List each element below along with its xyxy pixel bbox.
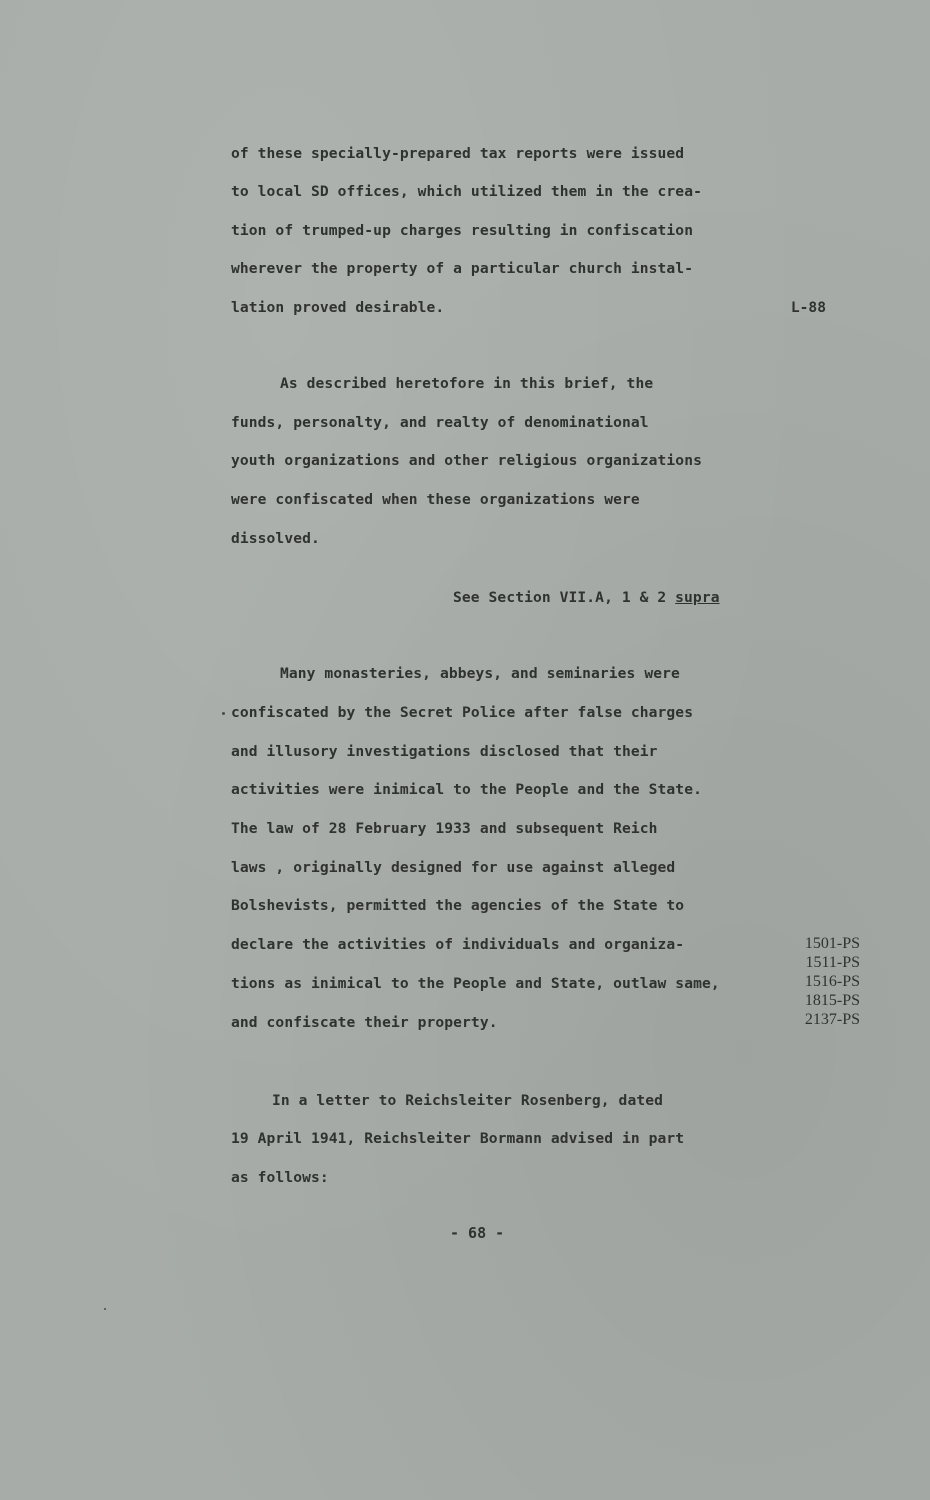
document-reference: 1511-PS (805, 954, 860, 971)
text-line: laws , originally designed for use against alleged (231, 859, 676, 876)
text-line: 19 April 1941, Reichsleiter Bormann advised in part (231, 1130, 685, 1147)
text-line: Many monasteries, abbeys, and seminaries were (280, 665, 680, 682)
text-line: funds, personalty, and realty of denominational (231, 414, 649, 431)
text-line: The law of 28 February 1933 and subsequent Reich (231, 820, 658, 837)
supra-underlined: supra (675, 589, 720, 606)
text-line: As described heretofore in this brief, the (280, 375, 654, 392)
document-reference-list (805, 934, 860, 1029)
text-line: wherever the property of a particular church instal- (231, 260, 694, 277)
text-line: of these specially-prepared tax reports were issued (231, 145, 685, 162)
text-line: and confiscate their property. (231, 1014, 498, 1031)
text-line: to local SD offices, which utilized them in the crea- (231, 183, 702, 200)
paper-speck (222, 712, 225, 715)
text-line: were confiscated when these organizations were (231, 491, 640, 508)
document-reference: L-88 (790, 299, 826, 316)
text-line: youth organizations and other religious organizations (231, 452, 702, 469)
document-reference: 1501-PS (804, 935, 860, 952)
document-reference: 2137-PS (804, 1011, 860, 1028)
text-line: activities were inimical to the People and the State. (231, 781, 702, 798)
cross-reference-text: See Section VII.A, 1 & 2 (453, 589, 676, 606)
text-line: In a letter to Reichsleiter Rosenberg, dated (272, 1092, 663, 1109)
text-line: lation proved desirable. (231, 299, 445, 316)
text-line: dissolved. (231, 530, 320, 547)
paper-speck (104, 1308, 106, 1310)
page-number: - 68 - (450, 1224, 505, 1242)
text-line: tions as inimical to the People and State, outlaw same, (231, 975, 720, 992)
text-line: declare the activities of individuals and organiza- (231, 936, 685, 953)
text-line: and illusory investigations disclosed that their (231, 743, 658, 760)
document-reference: 1815-PS (804, 992, 860, 1009)
text-line: confiscated by the Secret Police after false charges (231, 704, 694, 721)
text-line: as follows: (231, 1169, 329, 1186)
document-reference: 1516-PS (804, 973, 860, 990)
text-line: tion of trumped-up charges resulting in confiscation (231, 222, 694, 239)
text-line: Bolshevists, permitted the agencies of the State to (231, 897, 685, 914)
section-cross-reference (453, 589, 720, 606)
